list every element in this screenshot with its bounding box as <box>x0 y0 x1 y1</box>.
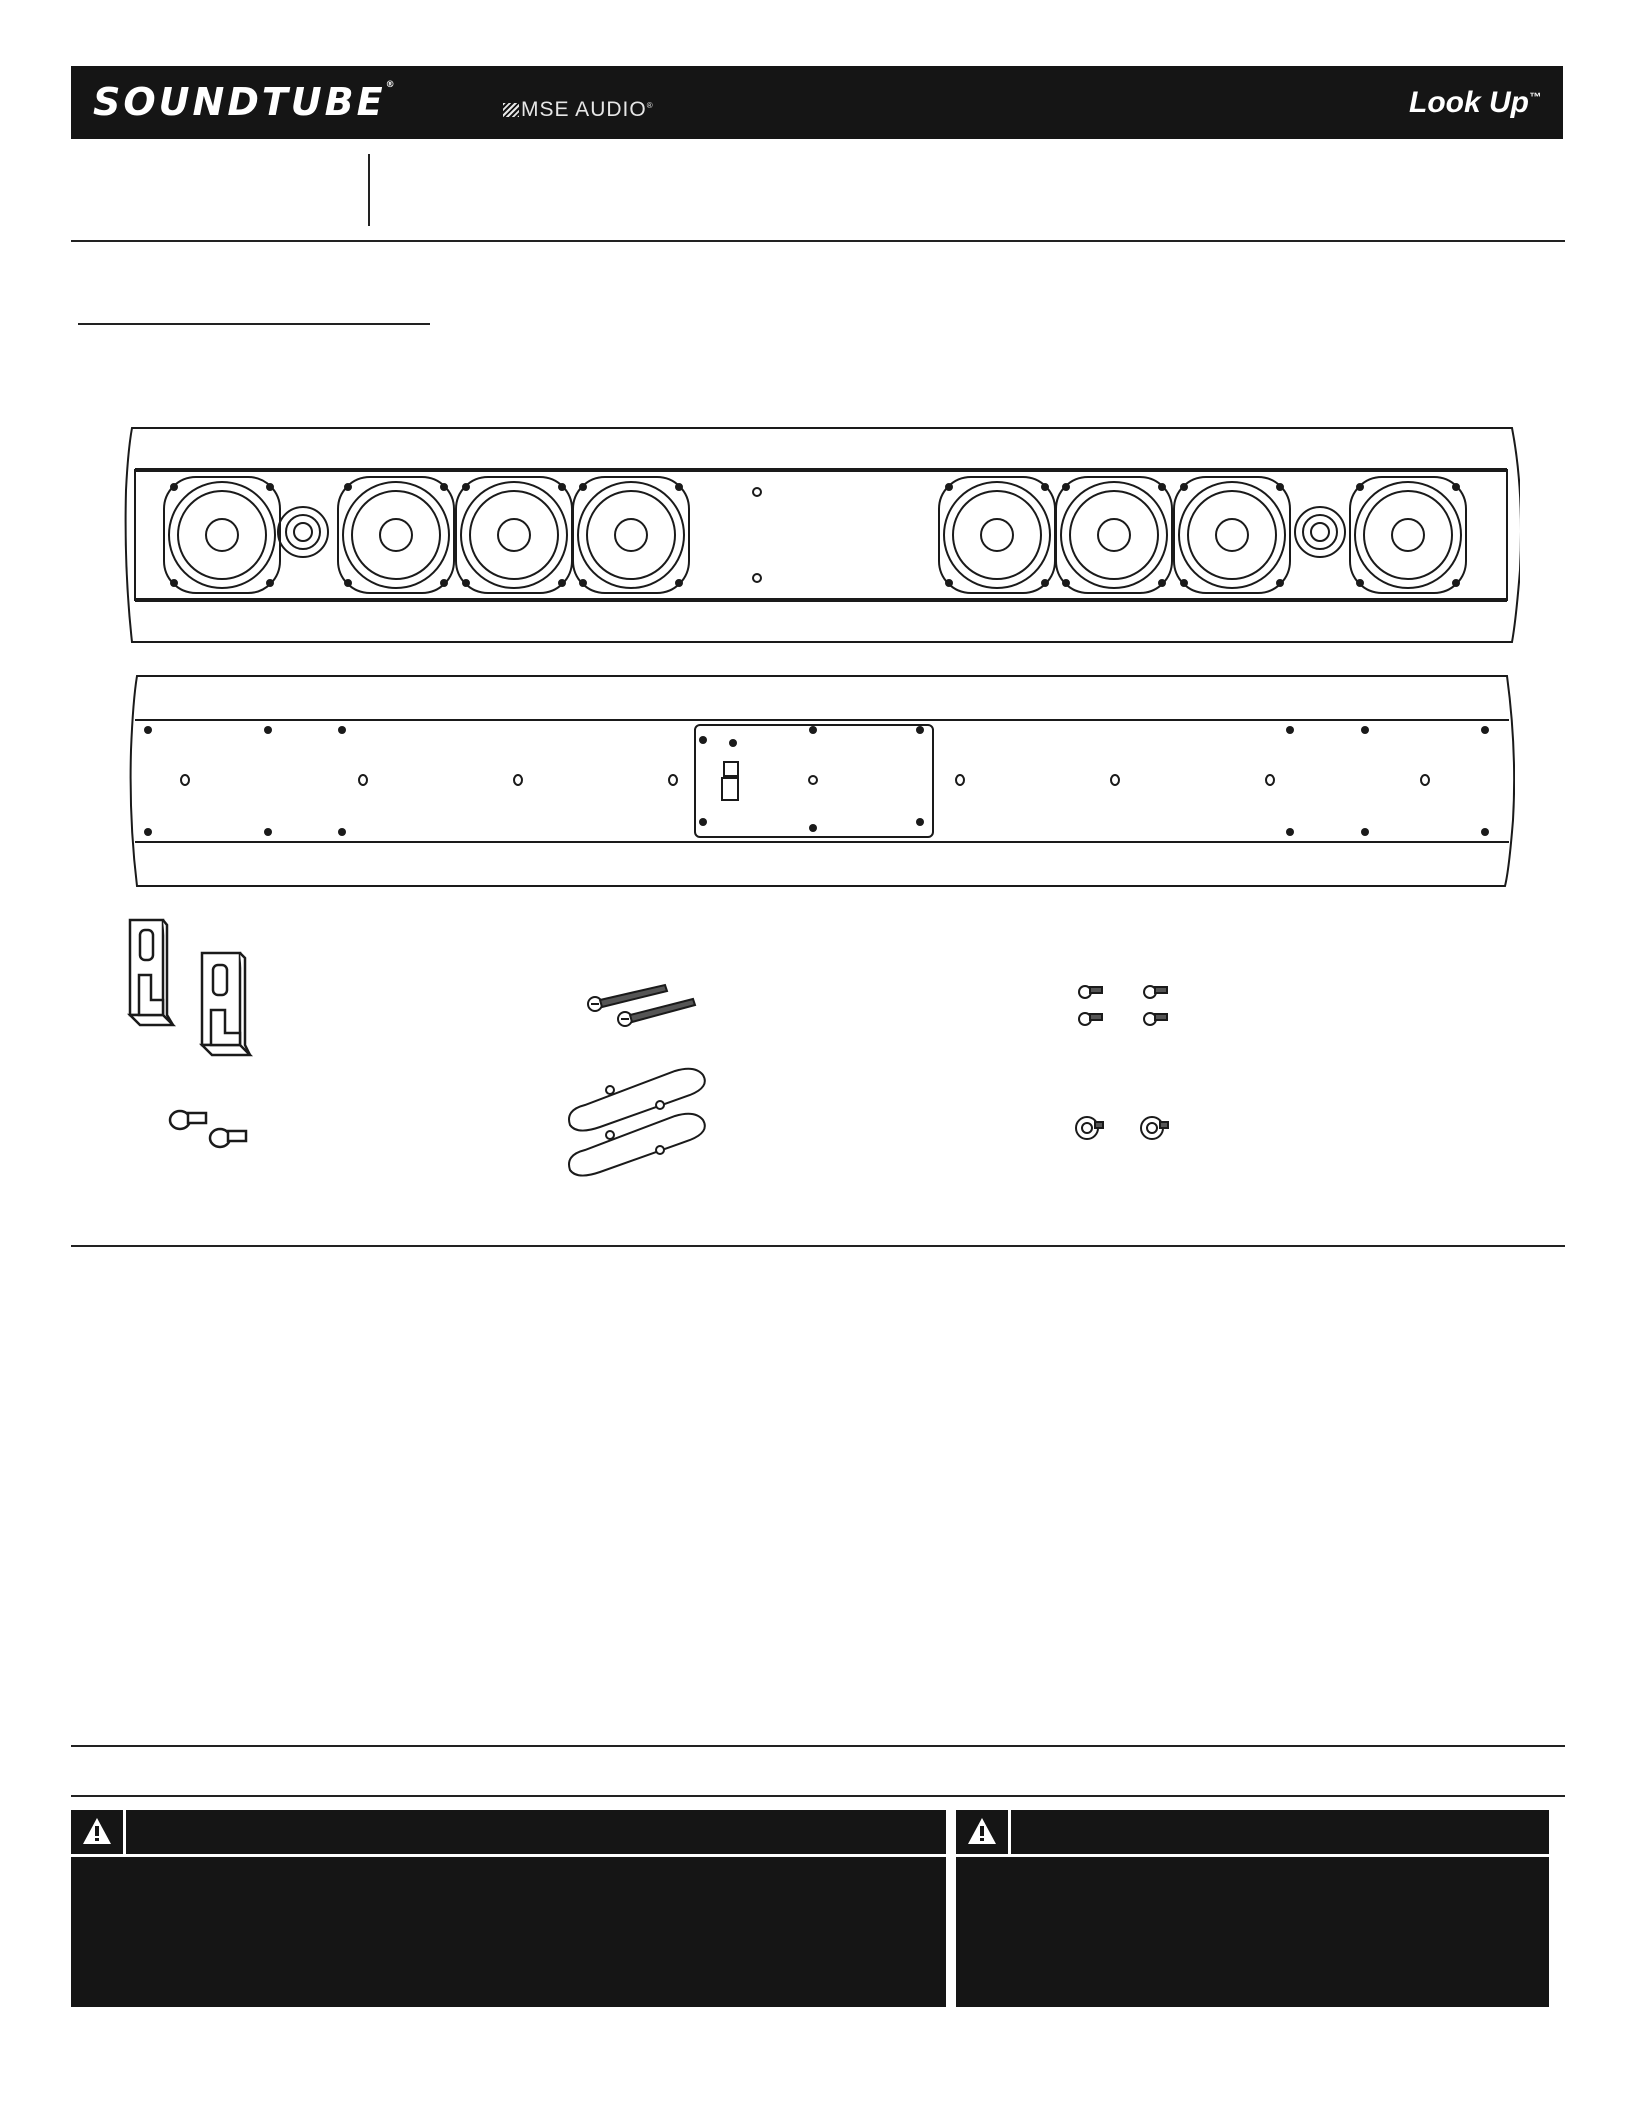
woofer-driver <box>1056 477 1172 593</box>
back-screw <box>809 726 817 734</box>
back-screw <box>1481 828 1489 836</box>
woofer-driver <box>338 477 454 593</box>
front-screw <box>753 488 761 496</box>
back-screw <box>338 828 346 836</box>
back-screw <box>729 739 737 747</box>
woofer-driver <box>1174 477 1290 593</box>
tweeter-driver <box>1295 507 1345 557</box>
warning-header-bar <box>71 1810 946 1857</box>
mount-hole <box>181 775 189 785</box>
back-screw <box>916 726 924 734</box>
woofer-driver <box>1350 477 1466 593</box>
warning-header-bar <box>956 1810 1549 1857</box>
back-screw <box>264 828 272 836</box>
wall-brackets <box>125 915 275 1075</box>
small-screws <box>1075 980 1175 1030</box>
header-rule <box>71 240 1565 242</box>
parts-rule <box>71 1245 1565 1247</box>
back-screw <box>699 818 707 826</box>
foam-gaskets <box>565 1065 715 1180</box>
back-screw <box>1361 828 1369 836</box>
warning-icon-cell <box>956 1810 1011 1854</box>
woofer-driver <box>456 477 572 593</box>
mount-hole <box>1266 775 1274 785</box>
speaker-back-drawing <box>125 670 1515 895</box>
woofer-driver <box>573 477 689 593</box>
back-screw <box>1286 726 1294 734</box>
mount-hole <box>809 776 817 784</box>
warning-triangle-icon <box>967 1816 997 1846</box>
title-separator <box>368 154 370 226</box>
section-heading-underline <box>78 323 430 325</box>
mse-audio-logo: MSE AUDIO® <box>503 98 654 122</box>
mount-hole <box>669 775 677 785</box>
back-screw <box>809 824 817 832</box>
speaker-front-drawing <box>120 420 1520 650</box>
warning-top-rule <box>71 1795 1565 1797</box>
warning-box-left <box>71 1810 946 2007</box>
back-screw <box>916 818 924 826</box>
back-screw <box>144 726 152 734</box>
front-screw <box>753 574 761 582</box>
back-screw <box>1361 726 1369 734</box>
warning-icon-cell <box>71 1810 126 1854</box>
back-screw <box>1286 828 1294 836</box>
mse-mark-icon <box>503 103 519 117</box>
back-screw <box>1481 726 1489 734</box>
soundtube-logo: SOUNDTUBE® <box>93 80 395 124</box>
product-name: Look Up™ <box>1409 86 1541 119</box>
warning-triangle-icon <box>82 1816 112 1846</box>
mount-hole <box>1111 775 1119 785</box>
back-screw <box>338 726 346 734</box>
tweeter-driver <box>278 507 328 557</box>
woofer-driver <box>939 477 1055 593</box>
warning-box-right <box>956 1810 1549 2007</box>
header-bar <box>71 66 1563 139</box>
washer-screws <box>1070 1110 1180 1150</box>
thumb-screws <box>165 1100 265 1160</box>
mount-hole <box>359 775 367 785</box>
woofer-driver <box>164 477 280 593</box>
mount-hole <box>1421 775 1429 785</box>
mount-hole <box>956 775 964 785</box>
back-screw <box>264 726 272 734</box>
back-screw <box>144 828 152 836</box>
long-screws <box>585 975 705 1035</box>
back-screw <box>699 736 707 744</box>
mount-hole <box>514 775 522 785</box>
body-rule <box>71 1745 1565 1747</box>
